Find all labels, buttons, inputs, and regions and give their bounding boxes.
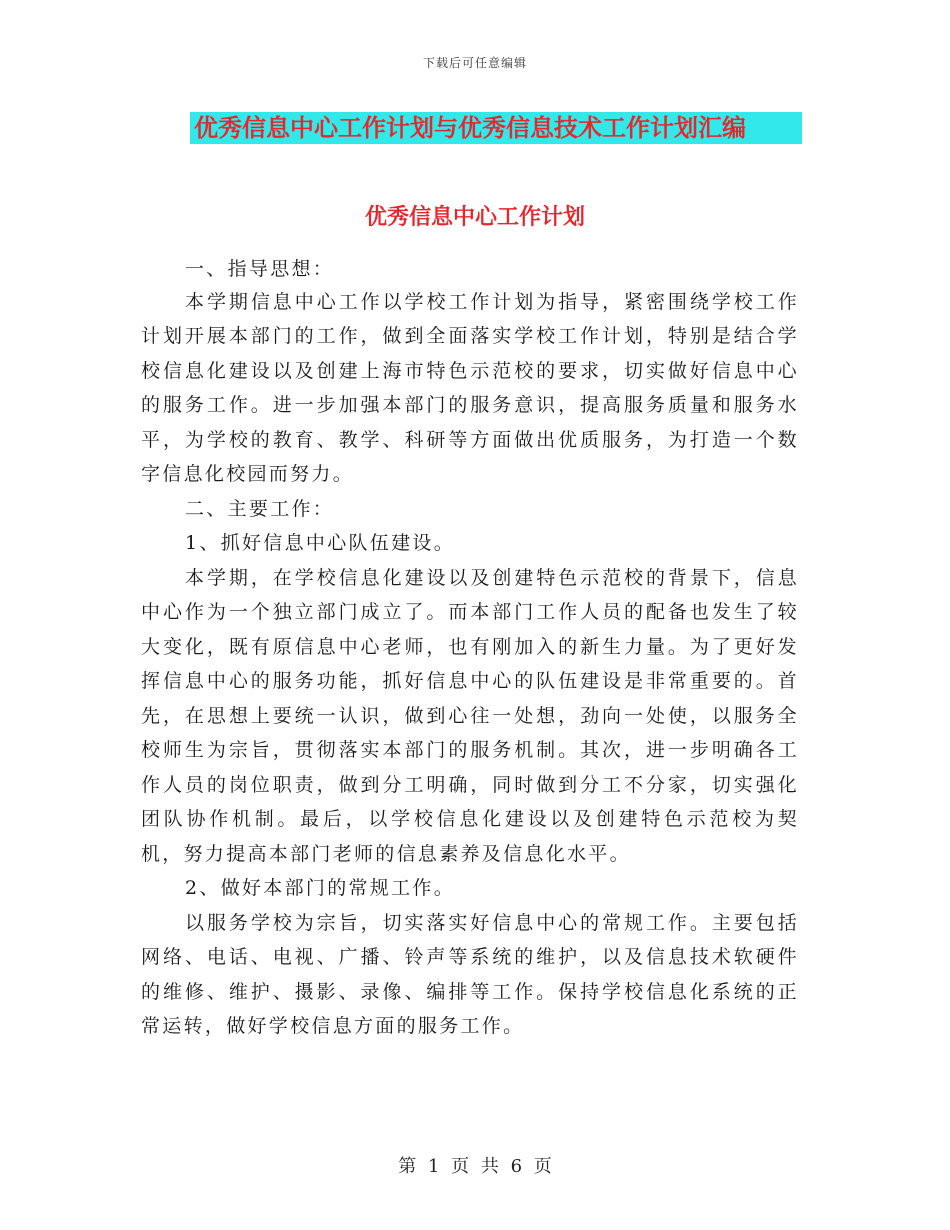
main-title: 优秀信息中心工作计划与优秀信息技术工作计划汇编 — [194, 114, 746, 142]
paragraph-guiding-ideology: 本学期信息中心工作以学校工作计划为指导，紧密围绕学校工作计划开展本部门的工作，做到全面落实学校工作计划，特别是结合学校信息化建设以及创建上海市特色示范校的要求，切实做好信息中心的服务工作。进一步加强本部门的服务意识，提高服务质量和服务水平，为学校的教育、教学、科研等方面做出优质服务，为打造一个数字信息化校园而努力。 — [141, 290, 799, 485]
document-body — [141, 220, 799, 1044]
paragraph-team-building: 本学期，在学校信息化建设以及创建特色示范校的背景下，信息中心作为一个独立部门成立了。而本部门工作人员的配备也发生了较大变化，既有原信息中心老师，也有刚加入的新生力量。为了更好发挥信息中心的服务功能，抓好信息中心的队伍建设是非常重要的。首先，在思想上要统一认识，做到心往一处想，劲向一处使，以服务全校师生为宗旨，贯彻落实本部门的服务机制。其次，进一步明确各工作人员的岗位职责，做到分工明确，同时做到分工不分家，切实强化团队协作机制。最后，以学校信息化建设以及创建特色示范校为契机，努力提高本部门老师的信息素养及信息化水平。 — [141, 566, 799, 865]
section-title: 优秀信息中心工作计划 — [364, 205, 585, 230]
main-title-highlight — [190, 112, 802, 144]
heading-team-building: 1、抓好信息中心队伍建设。 — [185, 532, 455, 554]
heading-main-work: 二、主要工作： — [185, 497, 335, 520]
heading-routine-work: 2、做好本部门的常规工作。 — [185, 877, 455, 899]
heading-guiding-ideology: 一、指导思想： — [185, 258, 335, 280]
page-footer-page-number: 第 1 页 共 6 页 — [398, 1156, 552, 1177]
paragraph-routine-work: 以服务学校为宗旨，切实落实好信息中心的常规工作。主要包括网络、电话、电视、广播、铃声等系统的维护，以及信息技术软硬件的维修、维护、摄影、录像、编排等工作。保持学校信息化系统的正常运转，做好学校信息方面的服务工作。 — [141, 911, 799, 1037]
page-header-note: 下载后可任意编辑 — [422, 56, 527, 70]
